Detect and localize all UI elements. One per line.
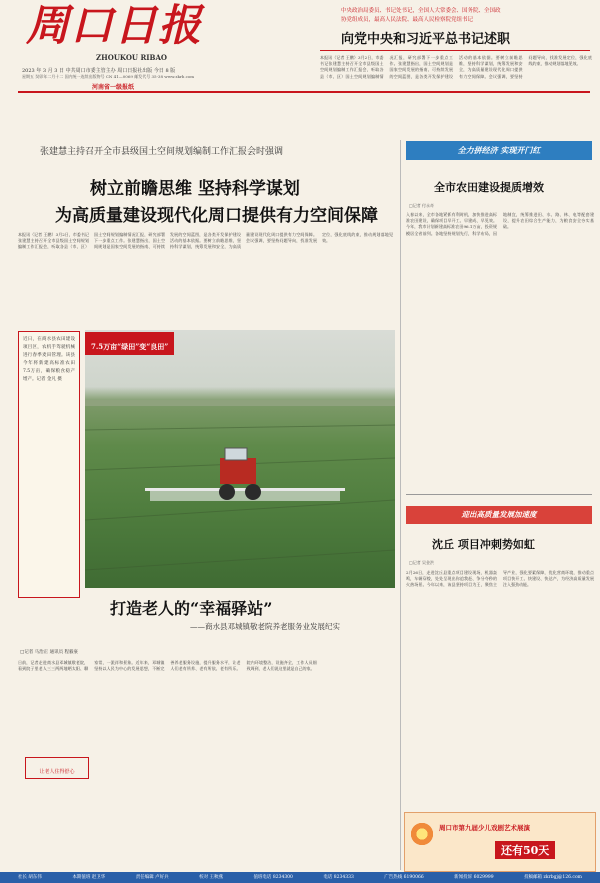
- right-body: 入春以来，全市各地紧抓有利时机，加快推进高标准农田建设，确保项目早开工、早建成、早见效。今年，我市计划新建高标准农田96.1万亩，投资规模居全省前列。各地坚持规划先行，科学布局，因地制宜，统筹推进田、水、路、林、电等配套建设，提升农田综合生产能力，为粮食安全夯实基础。: [406, 212, 594, 236]
- top-rule: [320, 50, 590, 51]
- right2-body: 2月26日，走进沈丘县重点项目建设现场，机器轰鸣，车辆穿梭，处处呈现出你追我赶、争分夺秒的火热场景。今年以来，该县坚持项目为王，聚焦主导产业，强化要素保障，优化营商环境，推动重点项目快开工、快建设、快达产，为经济高质量发展注入强劲动能。: [406, 570, 594, 588]
- event-ad[interactable]: [404, 812, 596, 872]
- feature-body: 日前，记者走进商水县邓城镇敬老院，看到院子里老人三三两两地晒太阳、聊家常，一派祥和景象。近年来，邓城镇坚持以人民为中心的发展思想，不断完善养老服务设施，提升服务水平，让老人们老有所养、老有所依、老有所乐。院内环境整洁，设施齐全，工作人员细致周到，老人们说这里就是自己的家。: [18, 660, 317, 672]
- tractor-body: [220, 458, 256, 484]
- ad-countdown: 还有50天: [495, 841, 555, 859]
- top-right-slogan-2: 协党组成员，最高人民法院、最高人民检察院党组书记: [341, 17, 474, 23]
- rank-label: 河南省一级报纸: [92, 84, 135, 91]
- footer-item: 责任编辑 卢好兵: [135, 875, 169, 880]
- feature-subhead: ——商水县邓城镇敬老院养老服务业发展纪实: [190, 622, 340, 631]
- footer-item: 电话 8234333: [323, 875, 354, 880]
- footer-item: 新闻投诉 6029999: [454, 875, 494, 880]
- ad-flower-icon: [409, 821, 435, 847]
- feature-byline: □记者 马治正 通讯员 程毅豪: [20, 650, 79, 655]
- top-right-body: 本报讯（记者 王鹏）3月2日，市委书记张建慧主持召开全市县级国土空间规划编制工作汇报会，听取各县（市、区）国土空间规划编制情况汇报，研究部署下一步重点工作。张建慧指出，国土空间规划是国家空间发展的指南、可持续发展的空间蓝图，是各类开发保护建设活动的基本依据。要树立前瞻思维，坚持科学谋划，统筹发展和安全，为高质量建设现代化周口提供有力空间保障。会议强调，要坚持问题导向，找准发展定位，强化底线约束，推动规划落地见效。: [320, 55, 592, 79]
- feature-headline: 打造老人的“幸福驿站”: [110, 599, 273, 618]
- photo-cutline: 近日，在商水县农田建设项目区，农机手驾驶机械进行春季麦田管理。该县今年将新建高标准农田7.5万亩，确保粮食稳产增产。记者 金凡 摄: [23, 337, 75, 382]
- footer-item: 投稿邮箱 zkrbgj@126.com: [524, 875, 582, 880]
- tractor-sprayer-graphic: [85, 330, 395, 588]
- right-headline: 全市农田建设提质增效: [434, 181, 544, 194]
- right2-headline: 沈丘 项目冲刺势如虹: [432, 538, 535, 551]
- sprayer-boom: [145, 488, 345, 491]
- footer-item: 社长 胡东伟: [18, 875, 42, 880]
- footer-item: 值班电话 8234300: [253, 875, 293, 880]
- right2-banner: 迎出高质量发展加速度: [406, 506, 592, 524]
- top-right-slogan-1: 中央政治局委员、书记处书记，全国人大常委会、国务院、全国政: [341, 8, 501, 14]
- feature-subhead-box: 让老人住得舒心: [25, 757, 89, 779]
- lead-body: 本报讯（记者 王鹏）3月2日，市委书记张建慧主持召开全市县级国土空间规划编制工作汇报会，听取各县（市、区）国土空间规划编制情况汇报，研究部署下一步重点工作。张建慧指出，国土空间规划是国家空间发展的指南、可持续发展的空间蓝图，是各类开发保护建设活动的基本依据。要树立前瞻思维，坚持科学谋划，统筹发展和安全，为高质量建设现代化周口提供有力空间保障。会议强调，要坚持问题导向，找准发展定位，强化底线约束，推动规划落地见效。: [18, 232, 393, 250]
- footer-items: [0, 872, 600, 883]
- top-right-headline: 向党中央和习近平总书记述职: [341, 32, 511, 47]
- farm-photo: [85, 330, 395, 588]
- right-divider: [406, 494, 592, 495]
- tree-line: [85, 400, 395, 406]
- photo-cutline-box: [18, 331, 80, 598]
- lead-headline-2: 为高质量建设现代化周口提供有力空间保障: [55, 206, 378, 226]
- footer-bar: [0, 872, 600, 883]
- masthead-date: 2023 年 3 月 3 日 中共周口市委主管主办 周口日报社出版 今日 8 版: [22, 68, 176, 74]
- masthead: [0, 0, 600, 91]
- footer-item: 校对 王秋燕: [199, 875, 224, 880]
- lead-headline-1: 树立前瞻思维 坚持科学谋划: [90, 179, 300, 199]
- masthead-meta: 星期五 癸卯年二月十二 国内统一连续出版物号 CN 41—0069 邮发代号 35-38 www.zkrb.com: [22, 74, 195, 79]
- footer-item: 广告热线 6190066: [384, 875, 424, 880]
- ad-title: 周口市第九届少儿戏剧艺术展演: [439, 824, 530, 832]
- lead-kicker: 张建慧主持召开全市县级国土空间规划编制工作汇报会时强调: [40, 147, 284, 157]
- masthead-title: 周口日报: [26, 1, 202, 51]
- right-banner: 全力拼经济 实现开门红: [406, 141, 592, 160]
- column-divider: [400, 140, 401, 870]
- right2-byline: □记者 吴金洪: [409, 560, 435, 565]
- masthead-rule: [18, 91, 590, 93]
- masthead-pinyin: ZHOUKOU RIBAO: [96, 53, 167, 62]
- footer-item: 本期值班 赵卫华: [72, 875, 106, 880]
- right-byline: □记者 付永奇: [409, 203, 435, 208]
- photo-caption-tag: 7.5万亩“绿田”变“良田”: [85, 332, 174, 355]
